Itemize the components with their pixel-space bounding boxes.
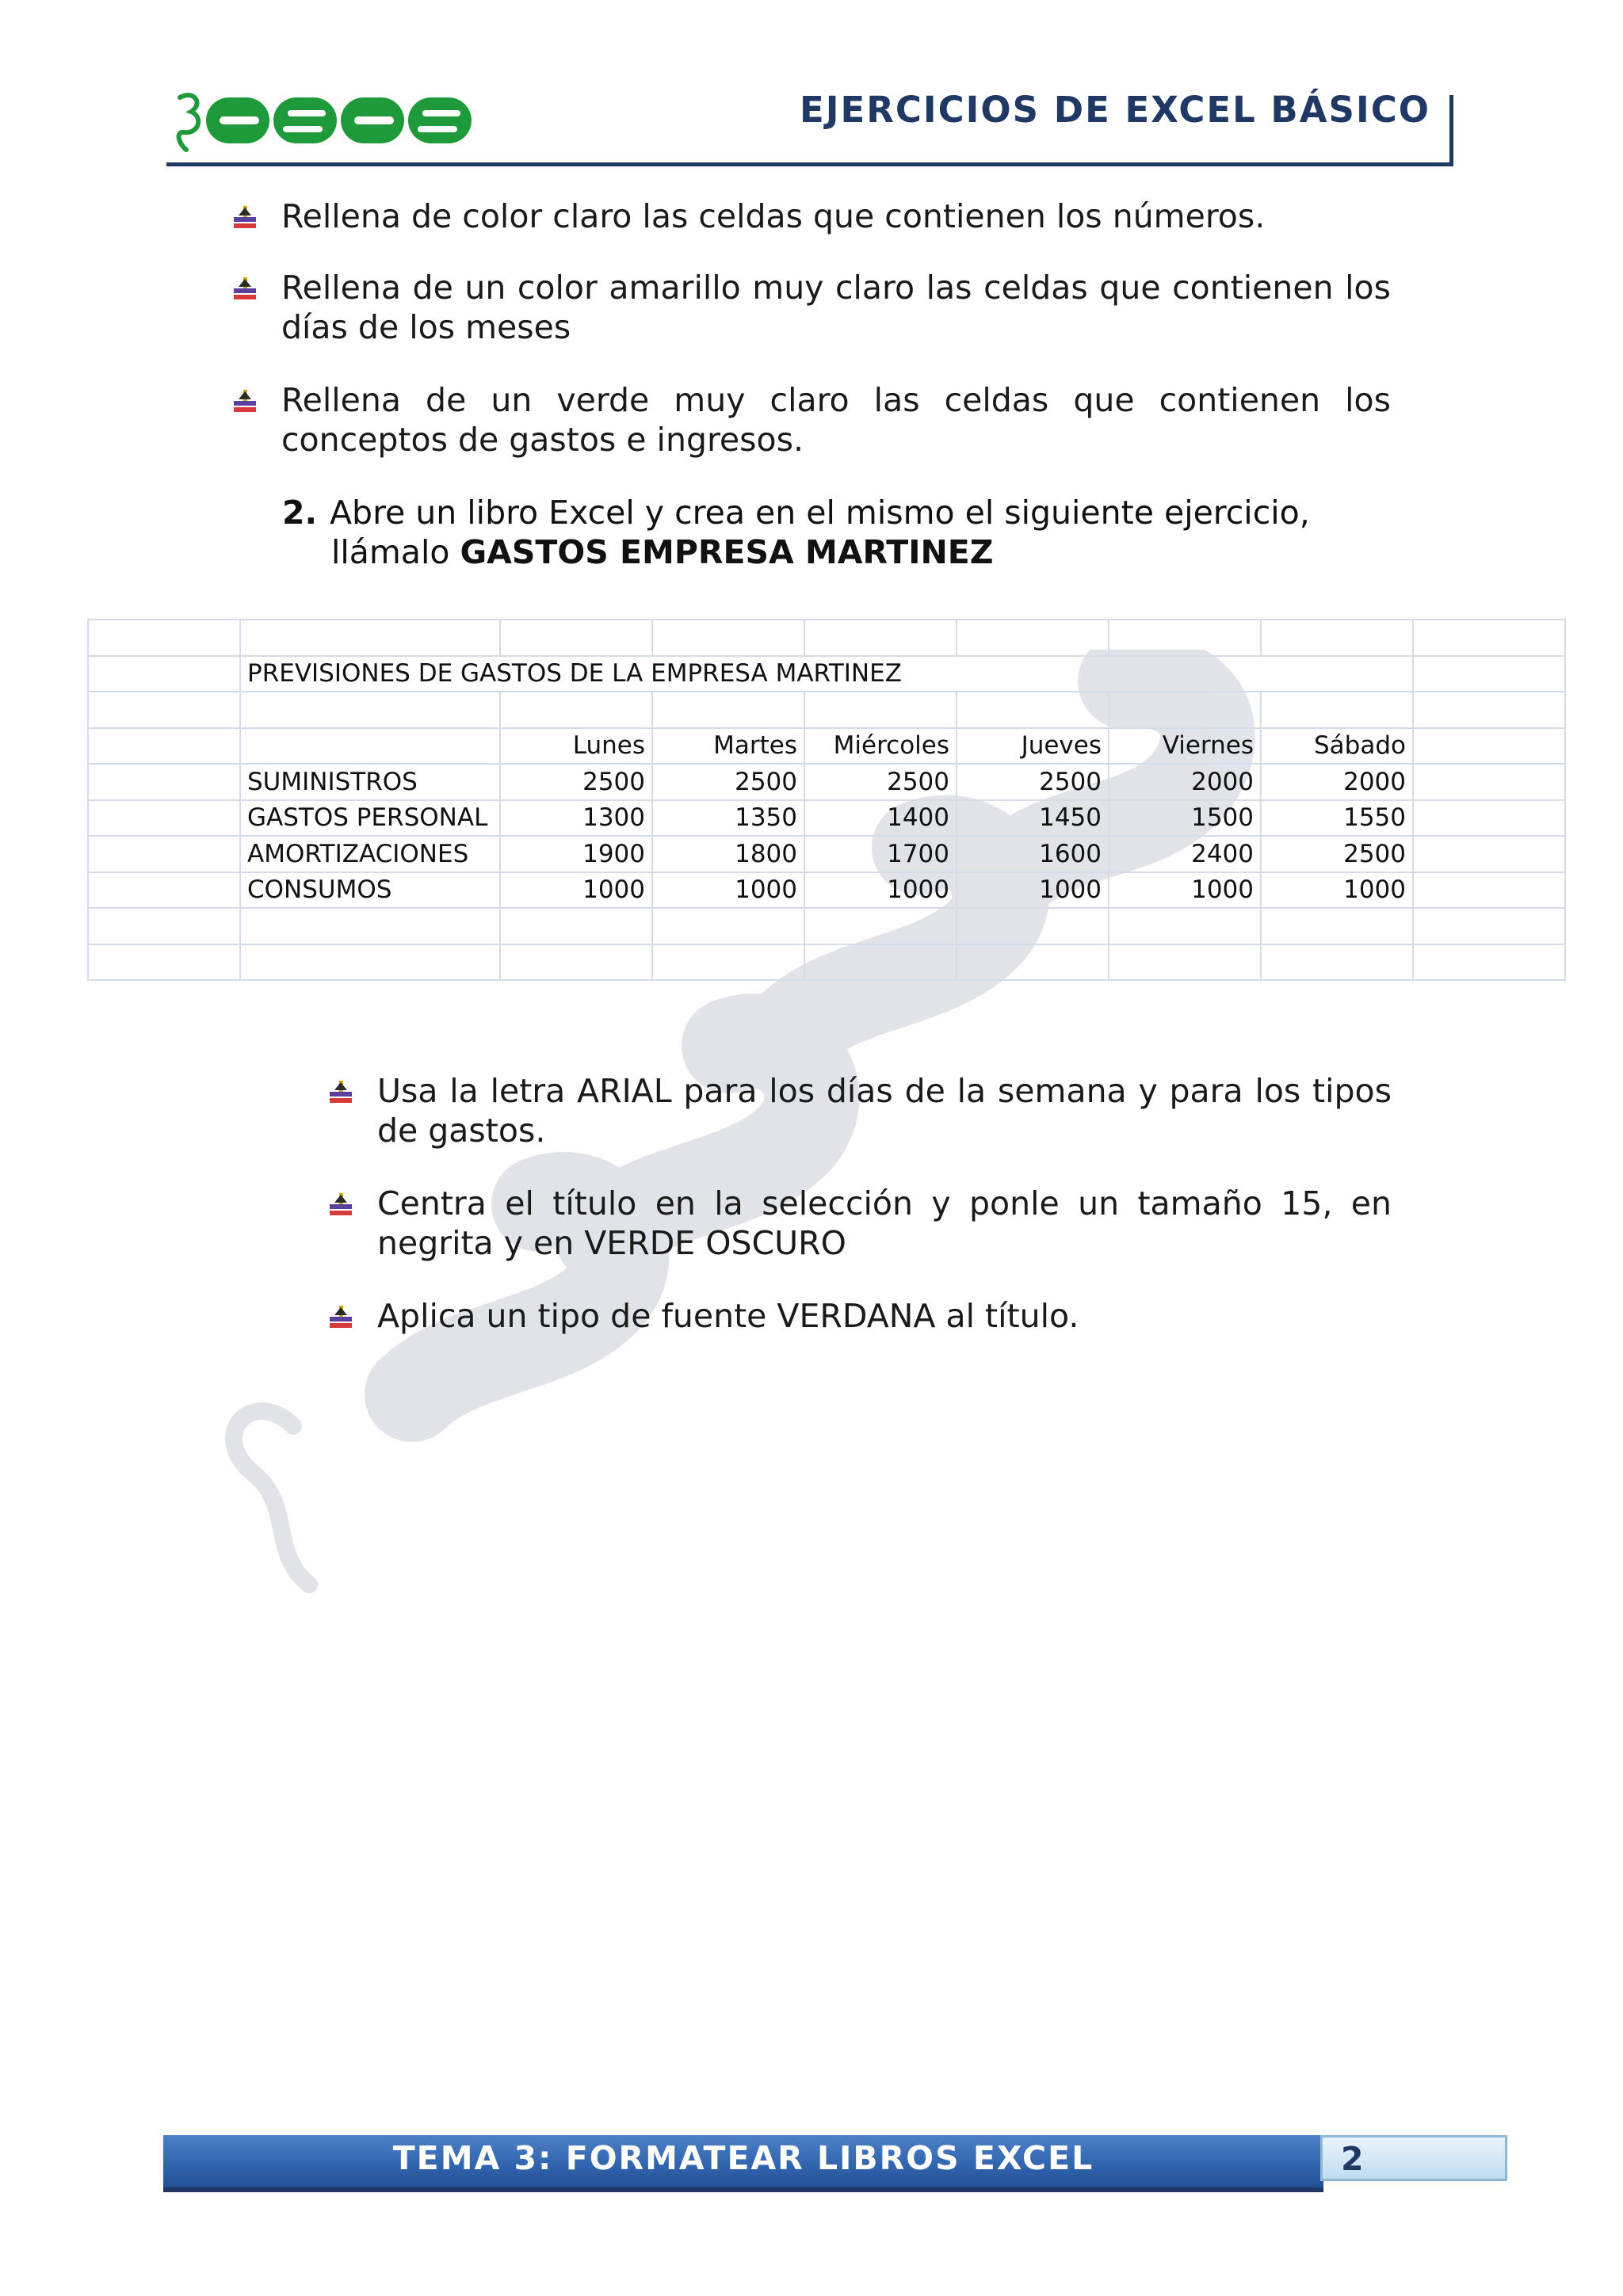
cell-value: 2500: [652, 764, 804, 800]
cell-value: 2500: [1261, 836, 1413, 872]
cell-value: 2000: [1109, 764, 1261, 800]
cell-value: 1450: [957, 800, 1109, 837]
exercise-2: [282, 493, 1392, 572]
bullet-arrow-icon: [231, 274, 259, 303]
page-number: 2: [1341, 2140, 1364, 2178]
bullet-arrow-icon: [231, 203, 259, 231]
exercise-number: 2.: [282, 494, 318, 532]
footer-title: TEMA 3: FORMATEAR LIBROS EXCEL: [392, 2139, 1094, 2177]
workbook-name: GASTOS EMPRESA MARTINEZ: [460, 533, 994, 571]
bullet-arrow-icon: [231, 387, 259, 415]
cell-value: 1900: [500, 836, 652, 872]
expense-label: GASTOS PERSONAL: [240, 800, 500, 837]
cell-value: 2500: [804, 764, 957, 800]
bullet-item: [377, 1296, 1392, 1336]
header-vertical-bar: [1449, 95, 1453, 166]
ases-logo: [162, 83, 479, 154]
bullet-text: Rellena de un verde muy claro las celdas que contienen los conceptos de gastos e ingresos.: [281, 381, 1391, 459]
header-rule: [166, 162, 1453, 166]
day-header: Jueves: [957, 728, 1109, 765]
bullet-item: [377, 1071, 1392, 1150]
expense-label: SUMINISTROS: [240, 764, 500, 800]
cell-value: 1700: [804, 836, 957, 872]
bullet-text: Usa la letra ARIAL para los días de la semana y para los tipos de gastos.: [377, 1072, 1392, 1150]
cell-value: 1400: [804, 800, 957, 837]
cell-value: 1550: [1261, 800, 1413, 837]
exercise-text-line1: Abre un libro Excel y crea en el mismo el siguiente ejercicio,: [330, 494, 1310, 532]
table-row: [88, 764, 1565, 800]
bullet-arrow-icon: [327, 1302, 355, 1331]
cell-value: 1500: [1109, 800, 1261, 837]
cell-value: 1300: [500, 800, 652, 837]
cell-value: 1000: [804, 872, 957, 909]
sheet-title: PREVISIONES DE GASTOS DE LA EMPRESA MARTINEZ: [240, 656, 1413, 692]
bullet-item: [281, 268, 1391, 347]
sheet-row-days: [88, 728, 1565, 765]
sheet-row-empty: [88, 620, 1565, 656]
bullet-text: Aplica un tipo de fuente VERDANA al título.: [377, 1297, 1079, 1335]
cell-value: 2500: [500, 764, 652, 800]
expense-label: CONSUMOS: [240, 872, 500, 909]
spreadsheet-grid: [87, 619, 1566, 981]
cell-value: 1000: [1261, 872, 1413, 909]
bullet-text: Rellena de un color amarillo muy claro las celdas que contienen los días de los meses: [281, 269, 1391, 346]
exercise-text-line2: llámalo: [331, 533, 460, 571]
day-header: Martes: [652, 728, 804, 765]
cell-value: 1800: [652, 836, 804, 872]
document-title: EJERCICIOS DE EXCEL BÁSICO: [800, 89, 1430, 131]
cell-value: 2500: [957, 764, 1109, 800]
table-row: [88, 836, 1565, 872]
sheet-row-title: [88, 656, 1565, 692]
sheet-row-empty: [88, 944, 1565, 981]
day-header: Sábado: [1261, 728, 1413, 765]
bullet-item: [377, 1184, 1392, 1263]
cell-value: 1000: [957, 872, 1109, 909]
bullet-item: [281, 196, 1391, 236]
bullet-text: Centra el título en la selección y ponle un tamaño 15, en negrita y en VERDE OSCURO: [377, 1184, 1392, 1262]
bullet-arrow-icon: [327, 1077, 355, 1106]
sheet-row-empty: [88, 908, 1565, 944]
day-header: Lunes: [500, 728, 652, 765]
cell-value: 1000: [652, 872, 804, 909]
expense-label: AMORTIZACIONES: [240, 836, 500, 872]
sheet-row-empty: [88, 692, 1565, 728]
table-row: [88, 800, 1565, 837]
cell-value: 2400: [1109, 836, 1261, 872]
cell-value: 1600: [957, 836, 1109, 872]
cell-value: 1000: [1109, 872, 1261, 909]
table-row: [88, 872, 1565, 909]
day-header: Miércoles: [804, 728, 957, 765]
cell-value: 1350: [652, 800, 804, 837]
day-header: Viernes: [1109, 728, 1261, 765]
bullet-item: [281, 380, 1391, 460]
cell-value: 1000: [500, 872, 652, 909]
bullet-arrow-icon: [327, 1190, 355, 1219]
cell-value: 2000: [1261, 764, 1413, 800]
bullet-text: Rellena de color claro las celdas que contienen los números.: [281, 197, 1266, 235]
